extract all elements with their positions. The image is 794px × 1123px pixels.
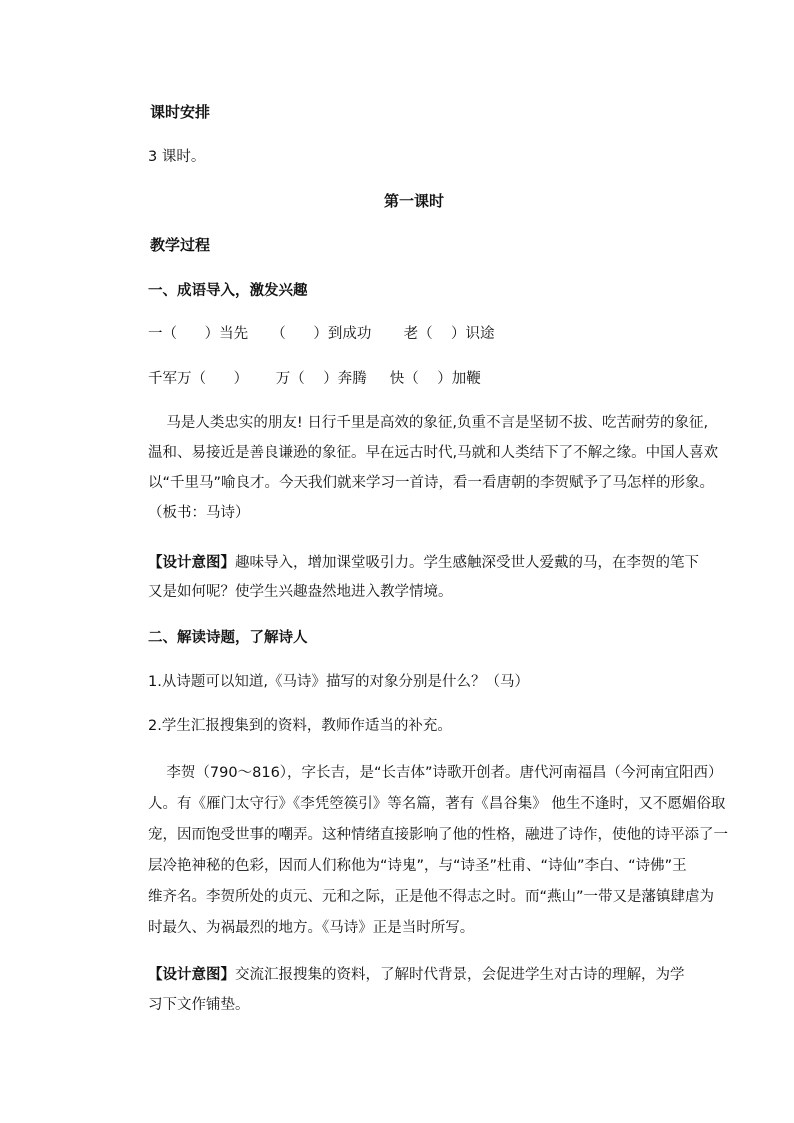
process-heading: 教学过程 [150,236,211,254]
schedule-text: 3 课时。 [148,149,206,165]
part2-para-line: 李贺（790～816），字长吉，是“长吉体”诗歌开创者。唐代河南福昌（今河南宜阳西） [148,765,723,781]
design-intent-text: 交流汇报搜集的资料，了解时代背景，会促进学生对古诗的理解，为学 [235,967,685,983]
lesson-title: 第一课时 [383,192,444,210]
part2-design-intent-cont: 习下文作铺垫。 [148,997,250,1013]
part1-design-intent-cont: 又是如何呢？使学生兴趣盎然地进入教学情境。 [148,584,453,600]
part1-para-line: 马是人类忠实的朋友! 日行千里是高效的象征,负重不言是坚韧不拔、吃苦耐劳的象征, [148,415,709,431]
part2-para-line: 人。有《雁门太守行》《李凭箜篌引》等名篇，著有《昌谷集》 他生不逢时，又不愿媚俗取 [148,796,726,812]
part1-para-line: （板书：马诗） [148,505,250,521]
part1-design-intent [148,553,699,573]
part2-heading: 二、解读诗题，了解诗人 [148,630,308,646]
part2-para-line: 维齐名。李贺所处的贞元、元和之际，正是他不得志之时。而“燕山”一带又是藩镇肆虐为 [148,889,715,905]
idiom-row-1: 一（ ）当先 （ ）到成功 老（ ）识途 [148,326,495,342]
part1-para-line: 以“千里马”喻良才。今天我们就来学习一首诗，看一看唐朝的李贺赋予了马怎样的形象。 [148,475,715,491]
idiom-row-2: 千军万（ ） 万（ ）奔腾 快（ ）加鞭 [148,371,481,387]
part2-para-line: 时最久、为祸最烈的地方。《马诗》正是当时所写。 [148,920,475,936]
question-1: 1.从诗题可以知道,《马诗》描写的对象分别是什么？（马） [148,674,529,690]
part2-para-line: 宠，因而饱受世事的嘲弄。这种情绪直接影响了他的性格，融进了诗作，使他的诗平添了一 [148,827,728,843]
part2-design-intent [148,965,685,985]
part2-para-line: 层冷艳神秘的色彩，因而人们称他为“诗鬼”，与“诗圣”杜甫、“诗仙”李白、“诗佛”王 [148,858,687,874]
question-2: 2.学生汇报搜集到的资料，教师作适当的补充。 [148,718,452,734]
part1-para-line: 温和、易接近是善良谦逊的象征。早在远古时代,马就和人类结下了不解之缘。中国人喜欢 [148,445,719,461]
design-intent-tag: 【设计意图】 [148,555,235,571]
design-intent-tag: 【设计意图】 [148,967,235,983]
part1-heading: 一、成语导入，激发兴趣 [148,283,308,299]
design-intent-text: 趣味导入，增加课堂吸引力。学生感触深受世人爱戴的马，在李贺的笔下 [235,555,699,571]
schedule-heading: 课时安排 [150,103,211,121]
